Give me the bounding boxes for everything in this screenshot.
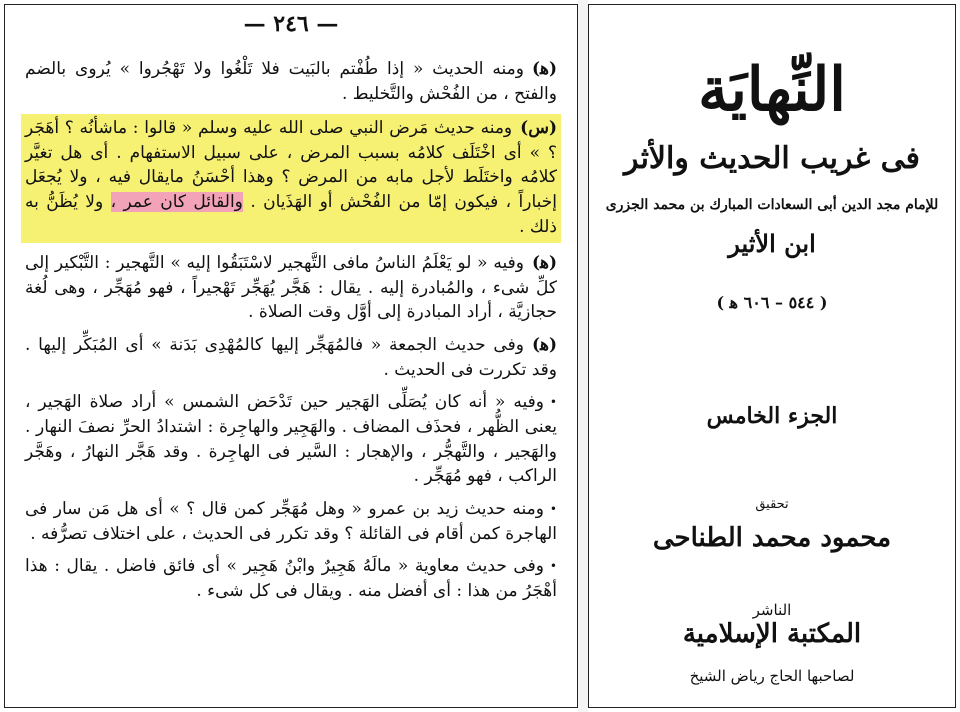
volume-label: الجزء الخامس (706, 403, 838, 429)
highlighted-paragraph (21, 114, 561, 243)
author-short-name: ابن الأثير (728, 229, 816, 258)
author-full-name: للإمام مجد الدين أبى السعادات المبارك بن محمد الجزرى (605, 197, 939, 213)
editor-name: محمود محمد الطناحى (652, 523, 892, 553)
source-mark: (ﻫ) (531, 334, 557, 355)
publisher-label: الناشر (752, 601, 792, 619)
source-mark: (ﻫ) (531, 253, 557, 274)
page-number: — ٢٤٦ — (243, 11, 339, 37)
bullet-icon: • (549, 501, 557, 516)
paragraph-text: وفى حديث الجمعة « فالمُهَجِّر إليها كالمُهْدِى بَدَنة » أى المُبَكِّر إليها . وقد تكررت فى الحديث . (25, 334, 557, 380)
dictionary-page (4, 4, 578, 708)
author-dates: ( ٥٤٤ – ٦٠٦ ﻫ ) (716, 293, 828, 312)
bullet-icon: • (549, 395, 557, 410)
entry-paragraph (25, 390, 557, 489)
source-mark: (س) (520, 118, 557, 139)
publisher-owner: لصاحبها الحاج رياض الشيخ (689, 667, 855, 685)
paragraph-tail: ولا يُظَنُّ به ذلك . (25, 191, 557, 237)
source-mark: (ﻫ) (531, 59, 557, 79)
bullet-icon: • (549, 559, 557, 574)
paragraph-text: ومنه حديث زيد بن عمرو « وهل مُهَجِّر كمن قال ؟ » أى هل مَن سار فى الهاجرة كمن أقام فى القائلة ؟ وقد تكرر فى الحديث ، على اختلاف تصرُّفه . (25, 498, 557, 544)
paragraph-text: وفيه « أنه كان يُصَلِّى الهَجير حين تَدْحَض الشمس » أراد صلاة الهَجير ، يعنى الظُّهر ، فحذَف المضاف . والهَجِير والهاجِرة : اشتدادُ الحرِّ نصفَ النهار . والهَجير ، والتَّهجُّر ، والإهجار : السَّير فى الهاجِرة . وقد هَجَّر النهارُ ، وهَجَّر الراكب ، فهو مُهَجِّر . (25, 392, 557, 487)
paragraph-text: ومنه الحديث « إذا طُفْتم بالبَيت فلا تَلْغُوا ولا تَهْجُروا » يُروى بالضم والفتح ، من الفُحْش والتَّخليط . (25, 59, 557, 104)
entry-text (25, 57, 557, 611)
paragraph-text: وفيه « لو يَعْلَمُ الناسُ مافى التَّهجير لاسْتَبَقُوا إليه » التَّهجير : التَّبْكير إلى كلِّ شىء ، والمُبادرة إليه . يقال : هَجَّر يُهَجِّر تَهْجيراً ، فهو مُهَجِّر ، وهى لُغة حجازيَّة ، أراد المبادرة إلى أوَّل وقت الصلاة . (25, 253, 557, 323)
book-subtitle: فى غريب الحديث والأثر (624, 141, 920, 176)
entry-paragraph (25, 251, 557, 325)
paragraph-text: ومنه حديث مَرض النبي صلى الله عليه وسلم « قالوا : ماشأنُه ؟ أهَجَر ؟ » أى اخْتَلَف كلامُه بسبب المرض ، على سبيل الاستفهام . أى هل تغيَّر كلامُه واختَلَط لأجل مابه من المرض ؟ وهذا أحْسَنُ مايقال فيه ، ولا يُجعَل إخباراً ، فيكون إمّا من الفُحْش أو الهَذَيان . (25, 118, 558, 212)
entry-paragraph (25, 57, 557, 106)
publisher-name: المكتبة الإسلامية (682, 619, 862, 649)
entry-paragraph (25, 333, 557, 382)
entry-paragraph (25, 497, 557, 546)
book-title: النِّهايَة (698, 55, 846, 125)
paragraph-text: وفى حديث معاوية « مالَهُ هَجِيرٌ وابْنُ هَجِير » أى فائق فاضل . يقال : هذا أهْجَرُ من هذا : أى أفضل منه . ويقال فى كل شىء . (25, 556, 557, 601)
title-page (588, 4, 956, 708)
pink-highlight-text: والقائل كان عمر ، (110, 191, 243, 212)
editor-label: تحقيق (755, 497, 789, 512)
page-gutter (578, 0, 588, 712)
entry-paragraph (25, 554, 557, 603)
